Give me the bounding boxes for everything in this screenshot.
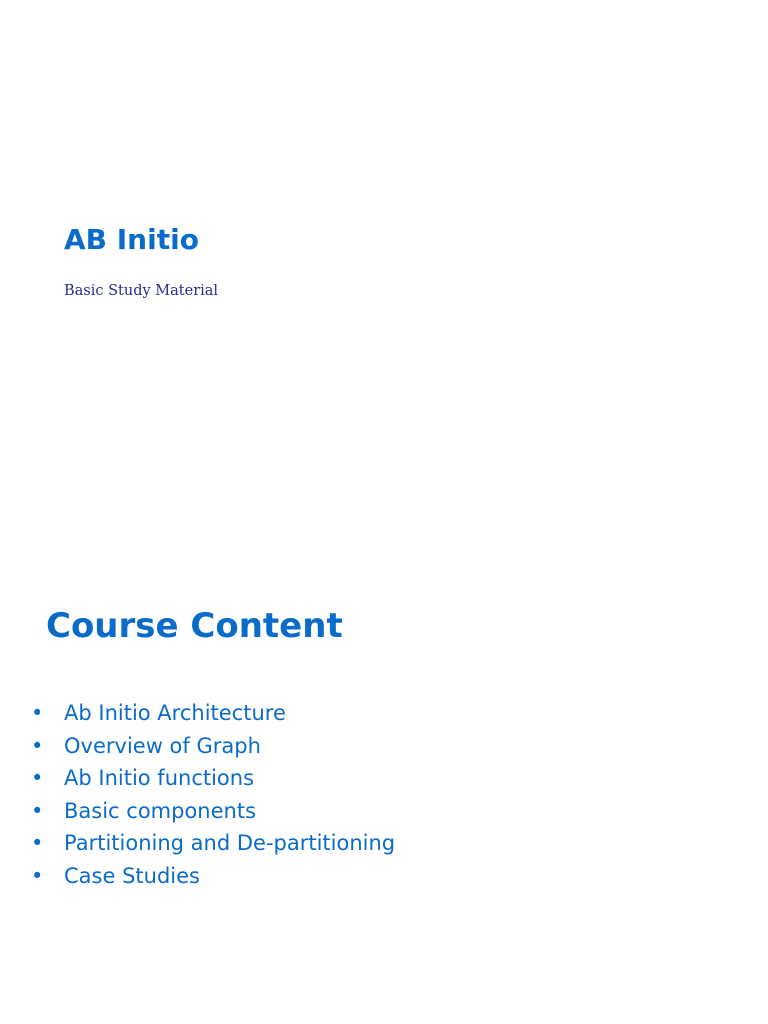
- bullet-icon: •: [31, 733, 44, 758]
- bullet-icon: •: [31, 766, 44, 790]
- bullet-icon: •: [31, 831, 44, 855]
- list-item-text: Case Studies: [64, 863, 200, 888]
- bullet-icon: •: [31, 701, 44, 725]
- document-subtitle: Basic Study Material: [64, 283, 219, 299]
- list-item-text: Ab Initio functions: [64, 766, 255, 790]
- list-item-text: Overview of Graph: [64, 733, 261, 758]
- bullet-icon: •: [31, 863, 44, 888]
- course-content-heading: Course Content: [46, 606, 343, 646]
- bullet-icon: •: [31, 798, 44, 823]
- list-item-text: Ab Initio Architecture: [64, 701, 286, 725]
- document-title: AB Initio: [64, 223, 199, 256]
- list-item-text: Partitioning and De-partitioning: [64, 831, 396, 855]
- list-item-text: Basic components: [64, 798, 257, 823]
